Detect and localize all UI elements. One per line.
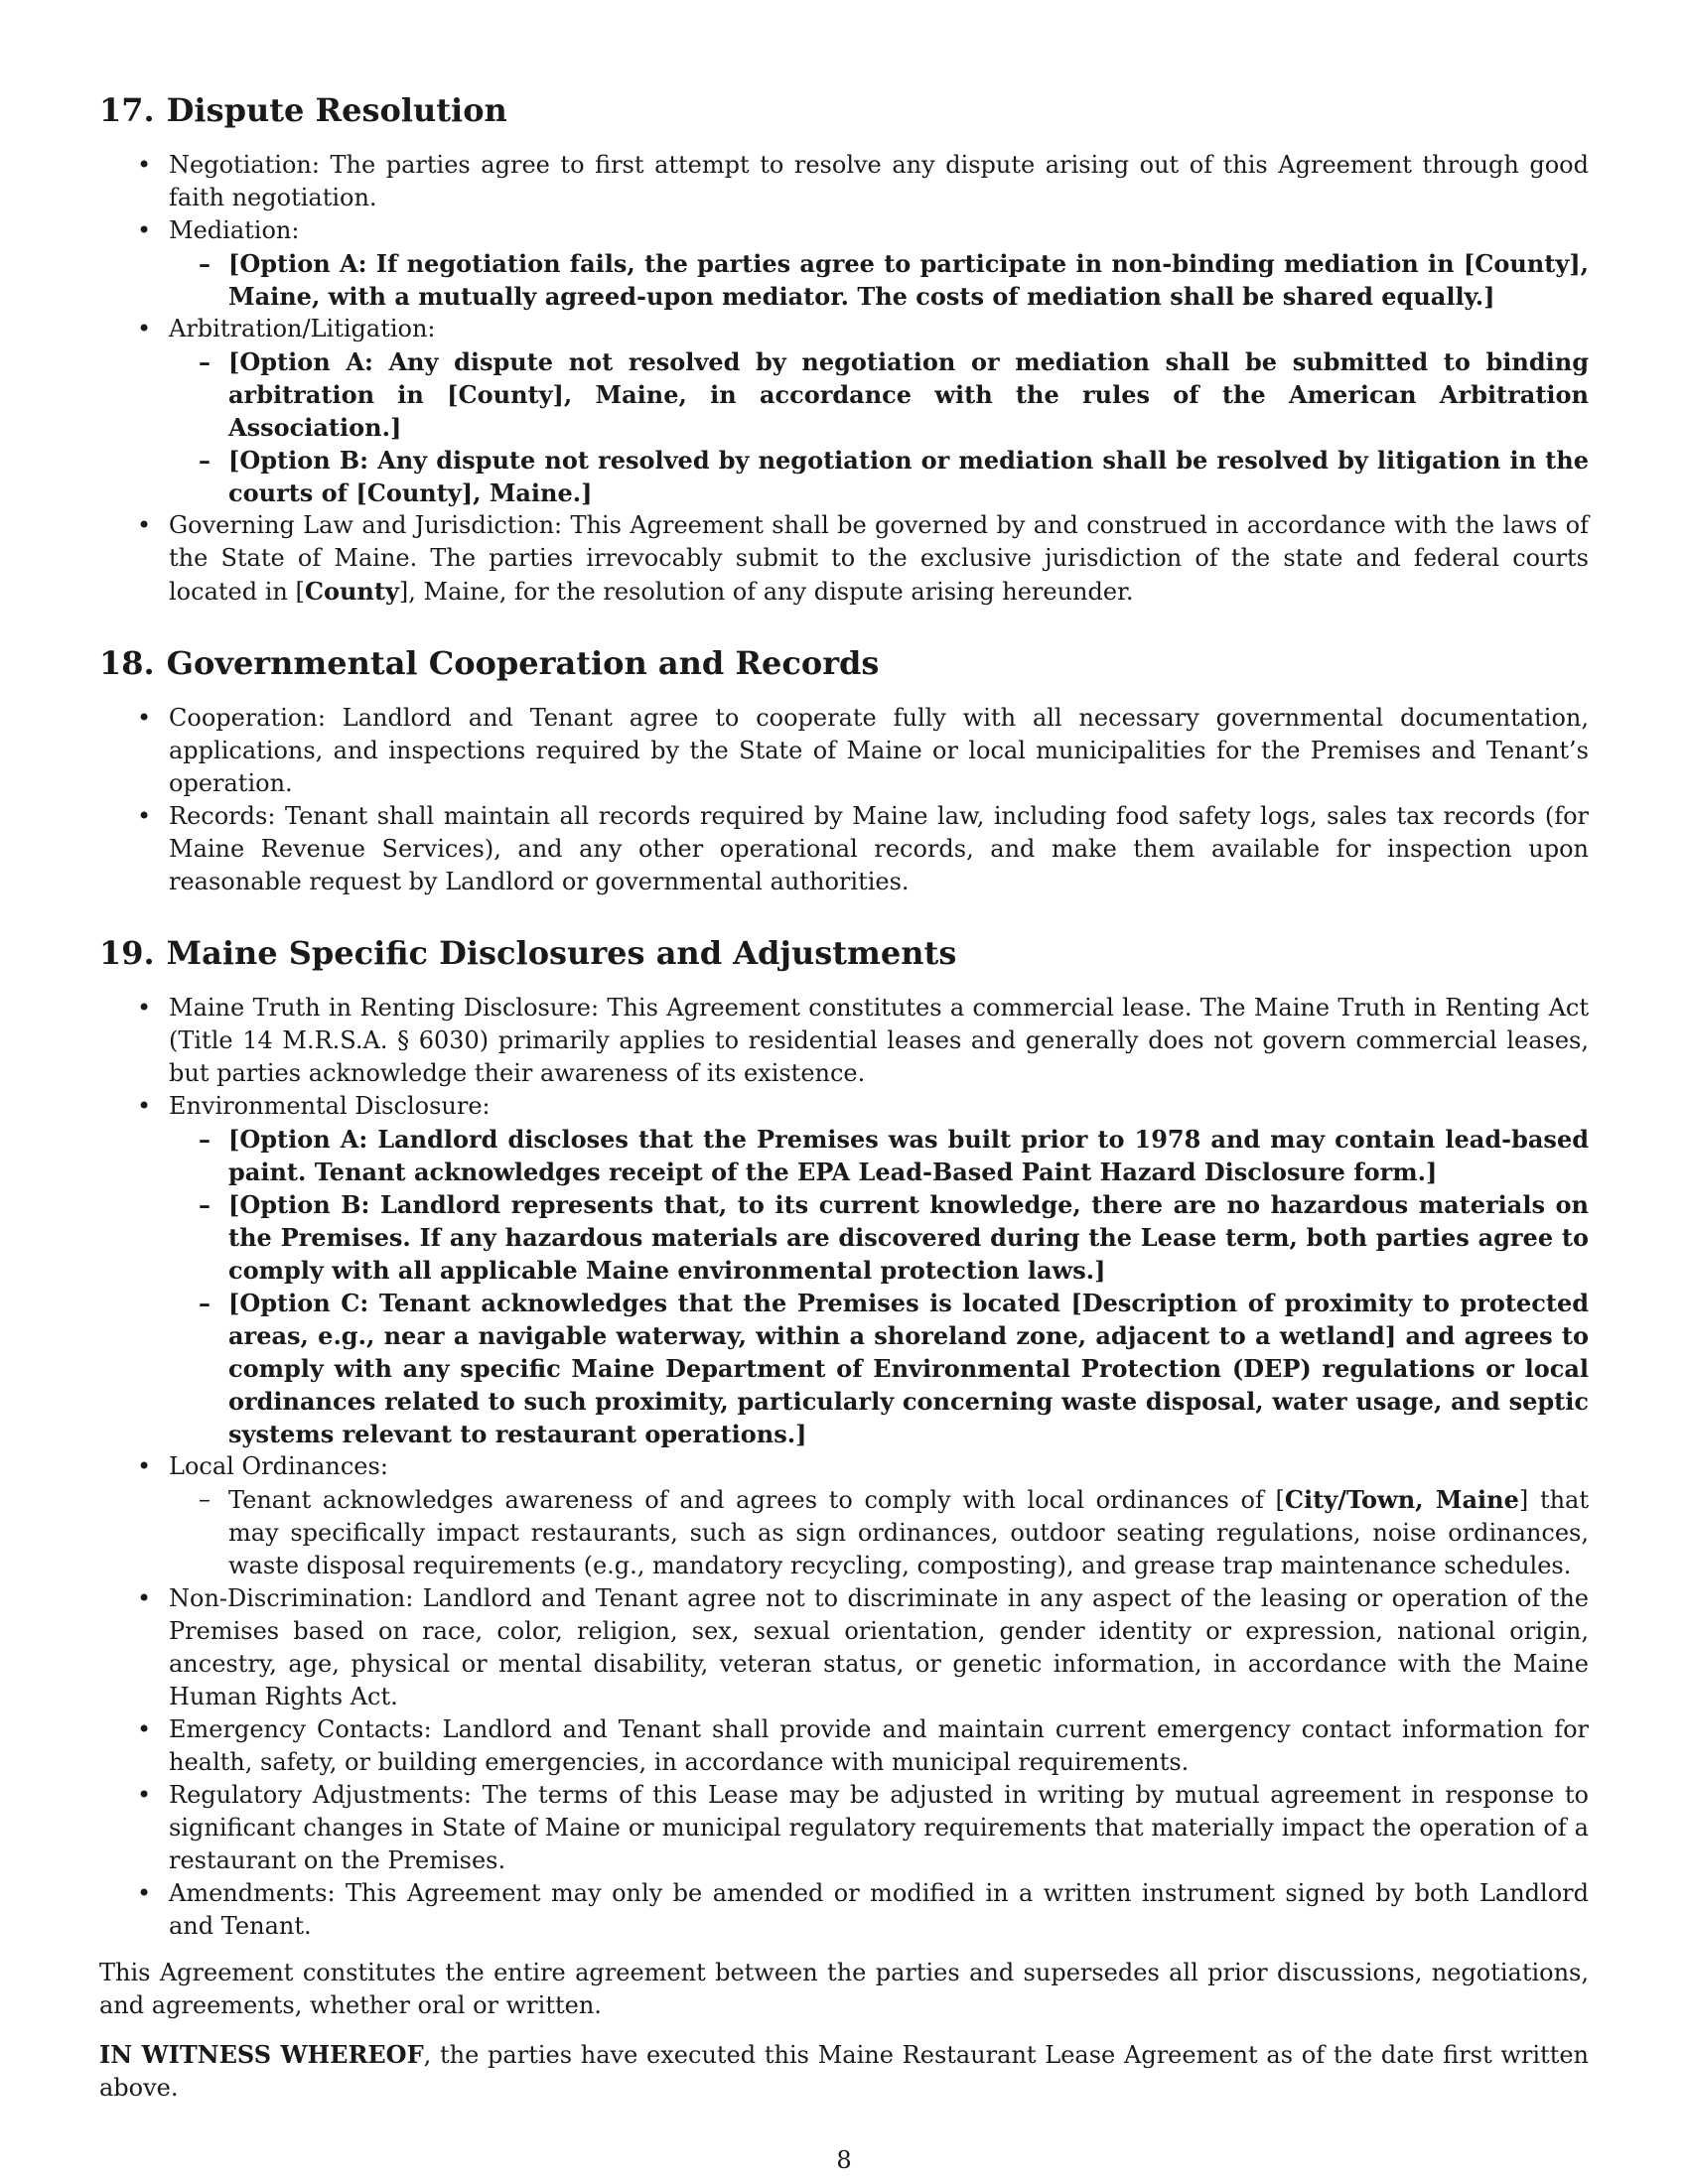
sub-list [169, 1123, 1589, 1450]
sub-list-item: – [Option B: Any dispute not resolved by negotiation or mediation shall be resolved by litigation in the courts of [County], Maine.] [169, 444, 1589, 509]
list-item-label: Local Ordinances: [169, 1452, 388, 1480]
text-run: Governing Law and Jurisdiction: This Agreement shall be governed by and construed in accordance with the laws of the State of Maine. The parties irrevocably submit to the exclusive jurisdiction of the state and federal courts located in [ [169, 511, 1589, 606]
list-item: • Maine Truth in Renting Disclosure: This Agreement constitutes a commercial lease. The Maine Truth in Renting Act (Title 14 M.R.S.A. § 6030) primarily applies to residential leases and generally does not govern commercial leases, but parties acknowledge their awareness of its existence. [99, 992, 1589, 1090]
sub-list [169, 247, 1589, 313]
bullet-list [99, 702, 1589, 898]
section-number: 18. [99, 644, 155, 682]
section-number: 19. [99, 934, 155, 972]
list-item-label: Mediation: [169, 216, 300, 244]
list-item [99, 1450, 1589, 1582]
sub-list-item: – [Option B: Landlord represents that, to its current knowledge, there are no hazardous materials on the Premises. If any hazardous materials are discovered during the Lease term, both parties agree to comply with all applicable Maine environmental protection laws.] [169, 1188, 1589, 1287]
document-page [99, 89, 1589, 2105]
bullet-list [99, 992, 1589, 1943]
sub-list-item: – [Option A: Landlord discloses that the Premises was built prior to 1978 and may contain lead-based paint. Tenant acknowledges receipt of the EPA Lead-Based Paint Hazard Disclosure form.] [169, 1123, 1589, 1188]
page-number: 8 [836, 2146, 852, 2174]
section-title: Dispute Resolution [166, 91, 507, 129]
sub-list-item [169, 1483, 1589, 1582]
list-item: • Records: Tenant shall maintain all records required by Maine law, including food safety logs, sales tax records (for Maine Revenue Services), and any other operational records, and make them available for inspection upon reasonable request by Landlord or governmental authorities. [99, 800, 1589, 898]
list-item: • Cooperation: Landlord and Tenant agree to cooperate fully with all necessary governmental documentation, applications, and inspections required by the State of Maine or local municipalities for the Premises and Tenant’s operation. [99, 702, 1589, 800]
sub-list [169, 1483, 1589, 1582]
sub-list-item: – [Option C: Tenant acknowledges that the Premises is located [Description of proximity to protected areas, e.g., near a navigable waterway, within a shoreland zone, adjacent to a wetland] and agrees to comply with any specific Maine Department of Environmental Protection (DEP) regulations or local ordinances related to such proximity, particularly concerning waste disposal, water usage, and septic systems relevant to restaurant operations.] [169, 1287, 1589, 1450]
bullet-list [99, 149, 1589, 609]
closing-paragraph: This Agreement constitutes the entire agreement between the parties and supersedes all prior discussions, negotiations, and agreements, whether oral or written. [99, 1959, 1589, 2019]
list-item-label: Arbitration/Litigation: [169, 315, 436, 342]
list-item [99, 313, 1589, 509]
list-item: • Amendments: This Agreement may only be amended or modified in a written instrument signed by both Landlord and Tenant. [99, 1877, 1589, 1943]
placeholder-county: County [304, 577, 399, 606]
section-number: 17. [99, 91, 155, 129]
list-item: • Non-Discrimination: Landlord and Tenant agree not to discriminate in any aspect of the leasing or operation of the Premises based on race, color, religion, sex, sexual orientation, gender identity or expression, national origin, ancestry, age, physical or mental disability, veteran status, or genetic information, in accordance with the Maine Human Rights Act. [99, 1582, 1589, 1713]
text-run: Tenant acknowledges awareness of and agrees to comply with local ordinances of [ [228, 1486, 1285, 1514]
section-title: Governmental Cooperation and Records [166, 644, 880, 682]
placeholder-city-town: City/Town, Maine [1284, 1485, 1519, 1514]
sub-list [169, 345, 1589, 509]
witness-heading: IN WITNESS WHEREOF [99, 2040, 424, 2069]
section-heading [99, 89, 1589, 131]
witness-text: , the parties have executed this Maine Restaurant Lease Agreement as of the date first written above. [99, 2041, 1589, 2102]
list-item-label: Environmental Disclosure: [169, 1092, 491, 1120]
sub-list-item: – [Option A: Any dispute not resolved by negotiation or mediation shall be submitted to binding arbitration in [County], Maine, in accordance with the rules of the American Arbitration Association.] [169, 345, 1589, 444]
list-item: • Negotiation: The parties agree to first attempt to resolve any dispute arising out of this Agreement through good faith negotiation. [99, 149, 1589, 214]
sub-list-item: – [Option A: If negotiation fails, the parties agree to participate in non-binding mediation in [County], Maine, with a mutually agreed-upon mediator. The costs of mediation shall be shared equally.] [169, 247, 1589, 313]
section-title: Maine Specific Disclosures and Adjustments [166, 934, 957, 972]
section-heading [99, 642, 1589, 684]
witness-paragraph [99, 2038, 1589, 2105]
list-item: • Regulatory Adjustments: The terms of this Lease may be adjusted in writing by mutual agreement in response to significant changes in State of Maine or municipal regulatory requirements that materially impact the operation of a restaurant on the Premises. [99, 1779, 1589, 1877]
section-maine-disclosures [99, 932, 1589, 1943]
section-governmental-cooperation [99, 642, 1589, 898]
section-dispute-resolution [99, 89, 1589, 609]
text-run: ] that may specifically impact restaurants, such as sign ordinances, outdoor seating regulations, noise ordinances, waste disposal requirements (e.g., mandatory recycling, composting), and grease trap maintenance schedules. [228, 1486, 1590, 1579]
text-run: ], Maine, for the resolution of any dispute arising hereunder. [398, 578, 1134, 606]
list-item [99, 509, 1589, 609]
list-item [99, 214, 1589, 313]
list-item: • Emergency Contacts: Landlord and Tenant shall provide and maintain current emergency contact information for health, safety, or building emergencies, in accordance with municipal requirements. [99, 1713, 1589, 1779]
section-heading [99, 932, 1589, 974]
list-item [99, 1090, 1589, 1450]
